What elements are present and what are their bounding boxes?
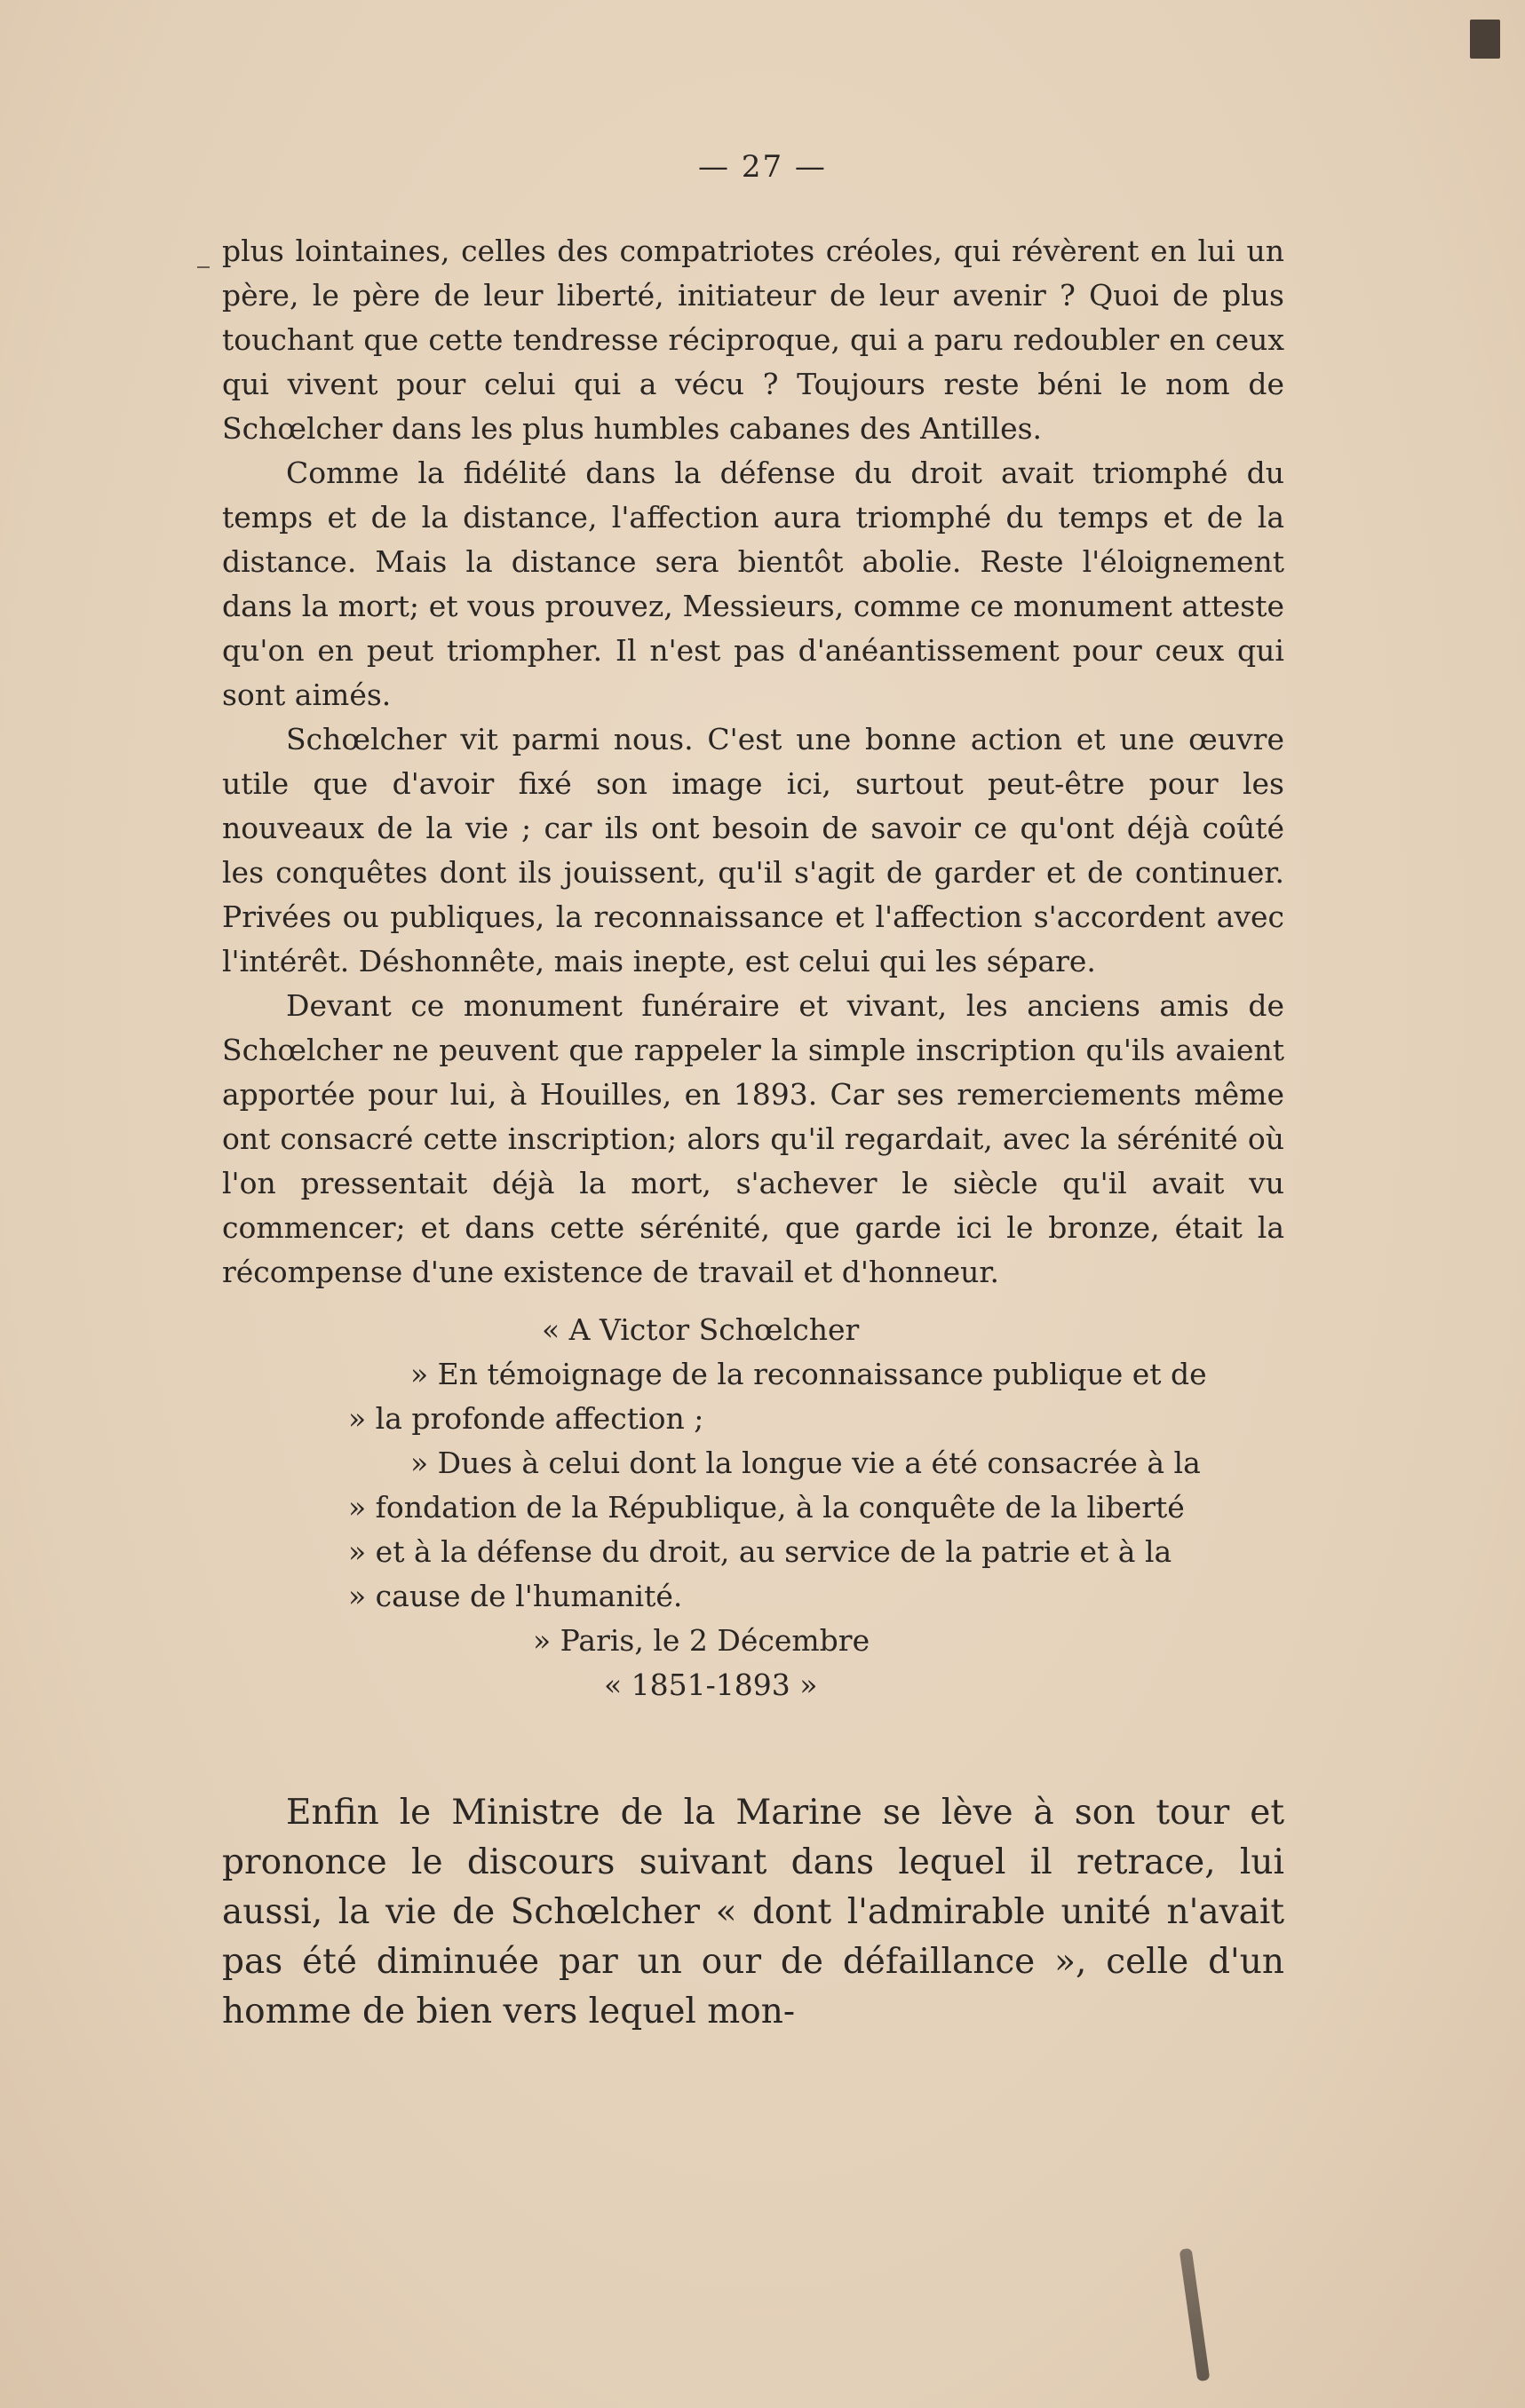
corner-mark bbox=[1470, 20, 1500, 59]
paragraph-1: plus lointaines, celles des compatriotes créoles, qui révèrent en lui un père, le père de leur liberté, initiateur de leur avenir ? Quoi de plus touchant que cette tendresse réciproque, qui a paru redoubler en ceux qui vivent pour celui qui a vécu ? Toujours reste béni le nom de Schœlcher dans les plus humbles cabanes des Antilles. bbox=[222, 234, 1284, 446]
margin-dash bbox=[197, 266, 210, 268]
closing-paragraph: Enfin le Ministre de la Marine se lève à son tour et prononce le discours suivant dans lequel il retrace, lui aussi, la vie de Schœlcher « dont l'admirable unité n'avait pas été diminuée par un our de défaillance », celle d'un homme de bien vers lequel mon- bbox=[222, 1793, 1284, 2032]
body-text bbox=[222, 229, 1284, 1295]
paper-mark bbox=[1179, 2248, 1211, 2381]
inscription-line: » En témoignage de la reconnaissance publique et de bbox=[410, 1357, 1207, 1391]
inscription-line: » fondation de la République, à la conquête de la liberté bbox=[348, 1490, 1185, 1525]
inscription-line: » cause de l'humanité. bbox=[348, 1579, 683, 1613]
inscription-date: » Paris, le 2 Décembre bbox=[533, 1623, 870, 1658]
inscription-line: » la profonde affection ; bbox=[348, 1401, 704, 1436]
inscription-years: « 1851-1893 » bbox=[604, 1667, 818, 1702]
paragraph-2: Comme la fidélité dans la défense du droit avait triomphé du temps et de la distance, l'affection aura triomphé du temps et de la distance. Mais la distance sera bientôt abolie. Reste l'éloignement dans la mort; et vous prouvez, Messieurs, comme ce monument atteste qu'on en peut triompher. Il n'est pas d'anéantissement pour ceux qui sont aimés. bbox=[222, 455, 1284, 712]
inscription-block bbox=[222, 1308, 1284, 1707]
inscription-heading: « A Victor Schœlcher bbox=[542, 1312, 860, 1347]
inscription-line: » et à la défense du droit, au service de la patrie et à la bbox=[348, 1534, 1172, 1569]
paragraph-3: Schœlcher vit parmi nous. C'est une bonne action et une œuvre utile que d'avoir fixé son image ici, surtout peut-être pour les nouveaux de la vie ; car ils ont besoin de savoir ce qu'ont déjà coûté les conquêtes dont ils jouissent, qu'il s'agit de garder et de continuer. Privées ou publiques, la reconnaissance et l'affection s'accordent avec l'intérêt. Déshonnête, mais inepte, est celui qui les sépare. bbox=[222, 722, 1284, 978]
page-number: — 27 — bbox=[698, 149, 827, 185]
inscription-line: » Dues à celui dont la longue vie a été consacrée à la bbox=[410, 1446, 1201, 1480]
paragraph-4: Devant ce monument funéraire et vivant, les anciens amis de Schœlcher ne peuvent que rappeler la simple inscription qu'ils avaient apportée pour lui, à Houilles, en 1893. Car ses remerciements même ont consacré cette inscription; alors qu'il regardait, avec la sérénité où l'on pressentait déjà la mort, s'achever le siècle qu'il avait vu commencer; et dans cette sérénité, que garde ici le bronze, était la récompense d'une existence de travail et d'honneur. bbox=[222, 988, 1284, 1289]
closing-text bbox=[222, 1788, 1284, 2037]
